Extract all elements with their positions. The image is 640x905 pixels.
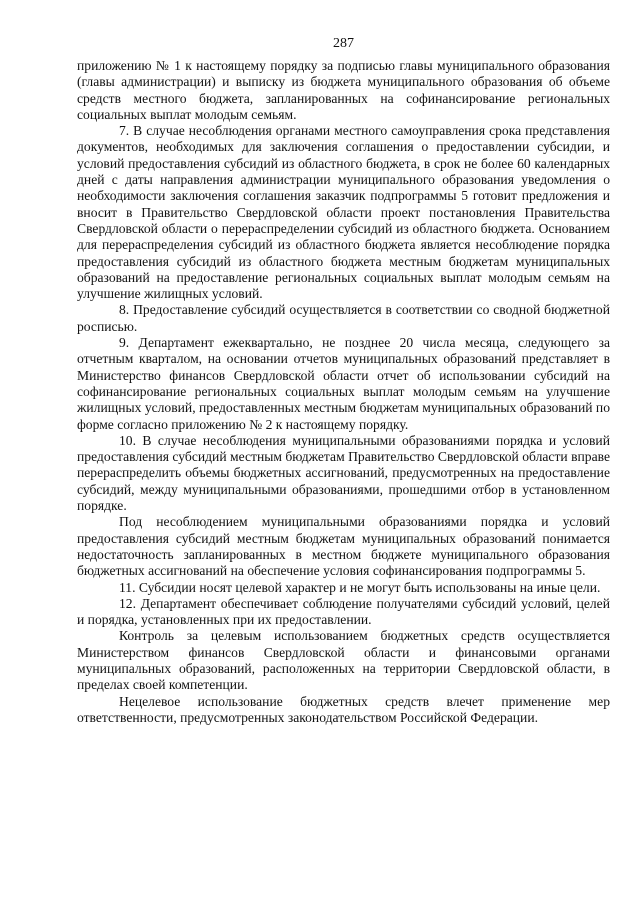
paragraph-item-7: 7. В случае несоблюдения органами местного самоуправления срока представления документов, необходимых для заключения соглашения о предоставлении субсидии, и условий предоставления субсидий из областного бюджета, в срок не более 60 календарных дней с даты направления администрации муниципального образования уведомления о необходимости заключения соглашения заказчик подпрограммы 5 готовит предложения и вносит в Правительство Свердловской области проект постановления Правительства Свердловской области о перераспределении субсидий из областного бюджета. Основанием для перераспределения субсидий из областного бюджета является несоблюдение порядка предоставления субсидий из областного бюджета местным бюджетам муниципальных образований на предоставление региональных социальных выплат молодым семьям на улучшение жилищных условий. [77, 123, 610, 302]
paragraph-item-11: 11. Субсидии носят целевой характер и не могут быть использованы на иные цели. [119, 579, 601, 595]
paragraph-misuse: Нецелевое использование бюджетных средств влечет применение мер ответственности, предусмотренных законодательством Российской Федерации. [77, 693, 610, 725]
paragraph-continuation: приложению № 1 к настоящему порядку за подписью главы муниципального образования (главы администрации) и выписку из бюджета муниципального образования об объеме средств местного бюджета, запланированных на софинансирование региональных социальных выплат молодым семьям. [77, 58, 610, 122]
paragraph-item-12: 12. Департамент обеспечивает соблюдение получателями субсидий условий, целей и порядка, установленных при их предоставлении. [77, 595, 610, 628]
paragraph-item-10: 10. В случае несоблюдения муниципальными образованиями порядка и условий предоставления субсидий местным бюджетам Правительство Свердловской области вправе перераспределить объемы бюджетных ассигнований, предусмотренных на предоставление субсидий, между муниципальными образованиями, прошедшими отбор в установленном порядке. [77, 432, 610, 514]
paragraph-control: Контроль за целевым использованием бюджетных средств осуществляется Министерством финансов Свердловской области и финансовыми органами муниципальных образований, расположенных на территории Свердловской области, в пределах своей компетенции. [77, 628, 610, 693]
page-number: 287 [333, 36, 354, 51]
paragraph-item-8: 8. Предоставление субсидий осуществляется в соответствии со сводной бюджетной росписью. [77, 302, 610, 334]
paragraph-non-compliance-definition: Под несоблюдением муниципальными образованиями порядка и условий предоставления субсидий местным бюджетам муниципальных образований понимается недостаточность запланированных в местном бюджете муниципального образования бюджетных ассигнований на обеспечение условия софинансирования подпрограммы 5. [77, 514, 610, 579]
paragraph-item-9: 9. Департамент ежеквартально, не позднее 20 числа месяца, следующего за отчетным кварталом, на основании отчетов муниципальных образований представляет в Министерство финансов Свердловской области отчет об использовании субсидий на софинансирование региональных социальных выплат молодым семьям на улучшение жилищных условий, предоставленных местным бюджетам муниципальных образований по форме согласно приложению № 2 к настоящему порядку. [77, 335, 610, 432]
